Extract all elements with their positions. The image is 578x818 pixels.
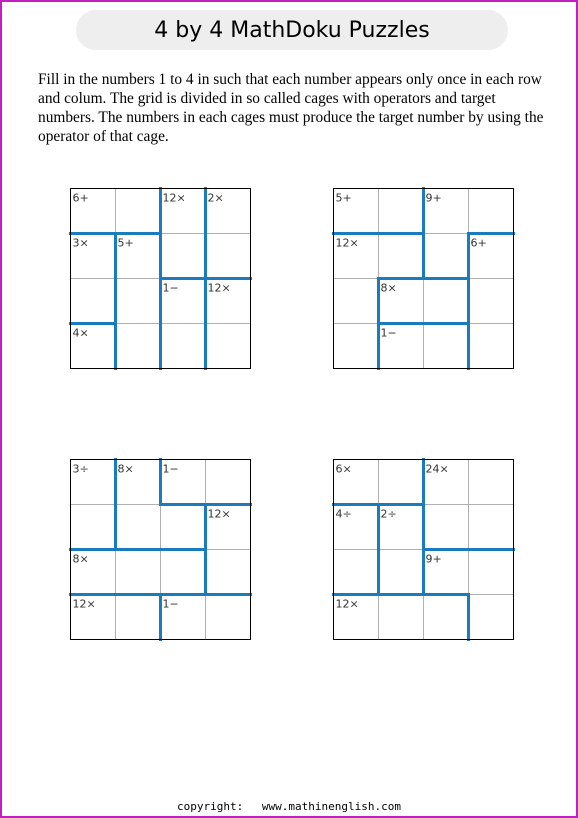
cage-label: 5+: [335, 191, 352, 205]
footer: [2, 800, 576, 813]
cage-label: 12×: [72, 597, 96, 611]
copyright-label: copyright:: [177, 800, 244, 813]
cage-label: 12×: [162, 191, 186, 205]
cage-label: 6+: [470, 236, 487, 250]
cage-label: 12×: [207, 507, 231, 521]
cage-label: 24×: [425, 462, 449, 476]
cage-label: 6×: [335, 462, 352, 476]
copyright-site: www.mathinenglish.com: [261, 800, 401, 813]
cage-label: 5+: [117, 236, 134, 250]
cage-label: 8×: [117, 462, 134, 476]
cage-label: 2÷: [380, 507, 397, 521]
cage-label: 12×: [207, 281, 231, 295]
cage-label: 3÷: [72, 462, 89, 476]
cage-label: 9+: [425, 191, 442, 205]
puzzle-grid-4: [333, 459, 514, 640]
puzzle-grid-2: [333, 188, 514, 369]
cage-label: 4×: [72, 326, 89, 340]
puzzle-grid-1: [70, 188, 251, 369]
puzzle-grid-2-svg: [333, 188, 514, 369]
cage-label: 12×: [335, 597, 359, 611]
cage-label: 1−: [162, 462, 179, 476]
cage-label: 9+: [425, 552, 442, 566]
page-title-text: 4 by 4 MathDoku Puzzles: [154, 17, 430, 43]
cage-label: 6+: [72, 191, 89, 205]
cage-label: 2×: [207, 191, 224, 205]
cage-label: 1−: [380, 326, 397, 340]
cage-label: 1−: [162, 597, 179, 611]
puzzle-grid-3: [70, 459, 251, 640]
cage-label: 12×: [335, 236, 359, 250]
cage-label: 8×: [72, 552, 89, 566]
cage-label: 3×: [72, 236, 89, 250]
cage-label: 4÷: [335, 507, 352, 521]
instructions-text: Fill in the numbers 1 to 4 in such that each number appears only once in each row and colum. The grid is divided in so called cages with operators and target numbers. The numbers in each cages must produce the target number by using the operator of that cage.: [38, 71, 544, 145]
puzzle-grid-1-svg: [70, 188, 251, 369]
cage-label: 1−: [162, 281, 179, 295]
cage-label: 8×: [380, 281, 397, 295]
puzzle-grid-3-svg: [70, 459, 251, 640]
puzzle-grid-4-svg: [333, 459, 514, 640]
page-title: [76, 10, 508, 50]
